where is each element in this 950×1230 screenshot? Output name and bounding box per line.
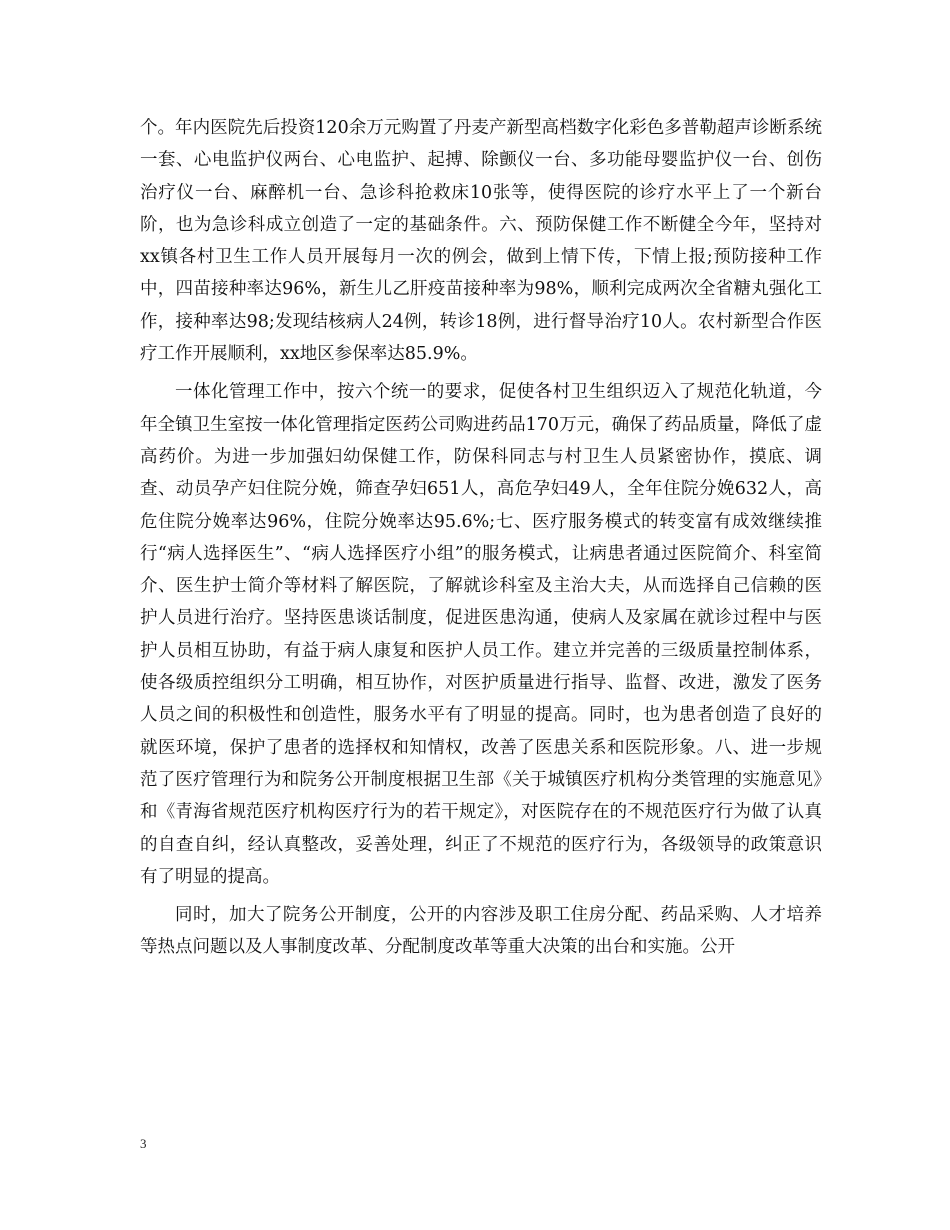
page-number: 3 bbox=[140, 1136, 147, 1151]
paragraph-3: 同时，加大了院务公开制度，公开的内容涉及职工住房分配、药品采购、人才培养等热点问题以及人事制度改革、分配制度改革等重大决策的出台和实施。公开 bbox=[140, 905, 822, 958]
document-body bbox=[140, 112, 822, 970]
paragraph-1: 个。年内医院先后投资120余万元购置了丹麦产新型高档数字化彩色多普勒超声诊断系统一套、心电监护仪两台、心电监护、起搏、除颤仪一台、多功能母婴监护仪一台、创伤治疗仪一台、麻醉机一台、急诊科抢救床10张等，使得医院的诊疗水平上了一个新台阶，也为急诊科成立创造了一定的基础条件。六、预防保健工作不断健全今年，坚持对xx镇各村卫生工作人员开展每月一次的例会，做到上情下传，下情上报;预防接种工作中，四苗接种率达96%，新生儿乙肝疫苗接种率为98%，顺利完成两次全省糖丸强化工作，接种率达98;发现结核病人24例，转诊18例，进行督导治疗10人。农村新型合作医疗工作开展顺利，xx地区参保率达85.9%。 bbox=[140, 118, 822, 365]
paragraph-2: 一体化管理工作中，按六个统一的要求，促使各村卫生组织迈入了规范化轨道，今年全镇卫生室按一体化管理指定医药公司购进药品170万元，确保了药品质量，降低了虚高药价。为进一步加强妇幼保健工作，防保科同志与村卫生人员紧密协作，摸底、调查、动员孕产妇住院分娩，筛查孕妇651人，高危孕妇49人，全年住院分娩632人，高危住院分娩率达96%，住院分娩率达95.6%;七、医疗服务模式的转变富有成效继续推行“病人选择医生”、“病人选择医疗小组”的服务模式，让病患者通过医院简介、科室简介、医生护士简介等材料了解医院，了解就诊科室及主治大夫，从而选择自己信赖的医护人员进行治疗。坚持医患谈话制度，促进医患沟通，使病人及家属在就诊过程中与医护人员相互协助，有益于病人康复和医护人员工作。建立并完善的三级质量控制体系，使各级质控组织分工明确，相互协作，对医护质量进行指导、监督、改进，激发了医务人员之间的积极性和创造性，服务水平有了明显的提高。同时，也为患者创造了良好的就医环境，保护了患者的选择权和知情权，改善了医患关系和医院形象。八、进一步规范了医疗管理行为和院务公开制度根据卫生部《关于城镇医疗机构分类管理的实施意见》和《青海省规范医疗机构医疗行为的若干规定》，对医院存在的不规范医疗行为做了认真的自查自纠，经认真整改，妥善处理，纠正了不规范的医疗行为，各级领导的政策意识有了明显的提高。 bbox=[140, 382, 822, 887]
